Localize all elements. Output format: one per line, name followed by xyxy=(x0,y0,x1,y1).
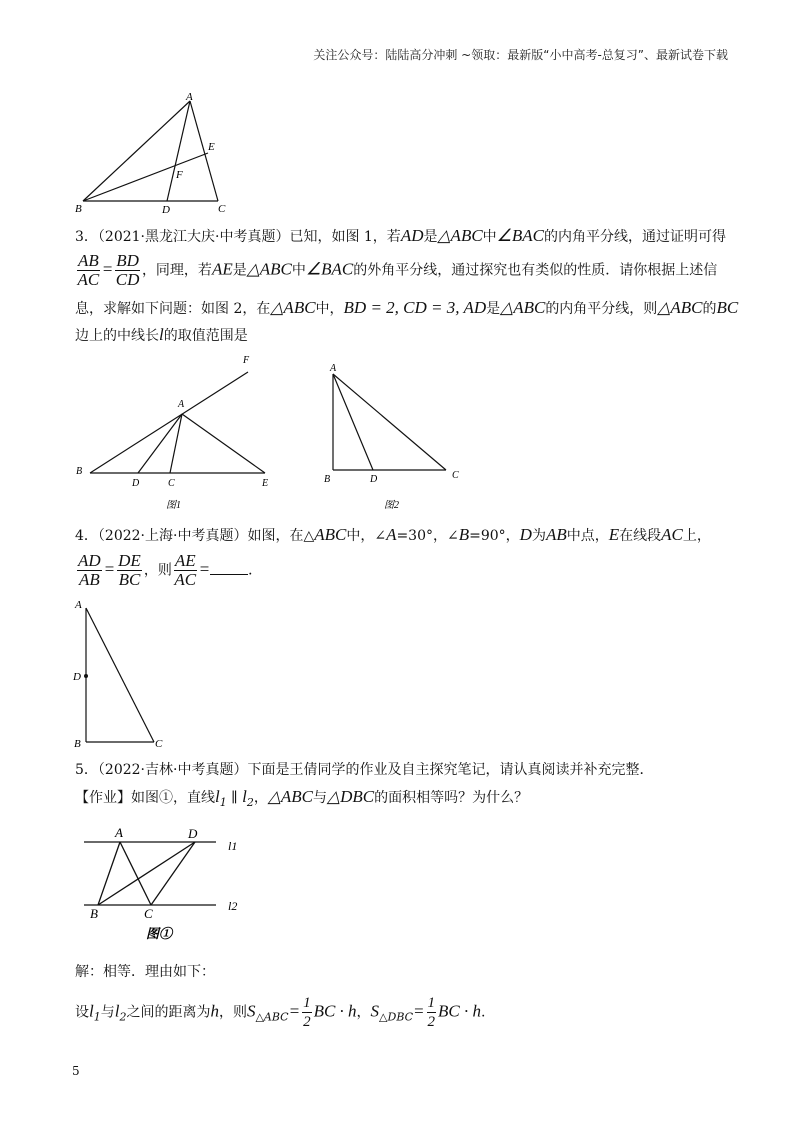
q5-distance: 设$l_1$与$l_2$之间的距离为h，则$S_{\triangle ABC}=$ $\frac{1}{2}$ BC · h，$S_{\triangle DBC}=$ $\frac{1}{2}$ BC · h. xyxy=(75,995,486,1030)
q3-line1: 3．（2021·黑龙江大庆·中考真题）已知，如图 1，若AD是△ABC中∠BAC的内角平分线，通过证明可得 xyxy=(75,226,727,245)
fraction-de-bc: $\frac{DE}{BC}$ xyxy=(118,551,141,589)
fig1-label-f: F xyxy=(243,355,250,366)
fraction-ae-ac: $\frac{AE}{AC}$ xyxy=(174,551,197,589)
q5-label-l1: l1 xyxy=(228,839,238,853)
fig1-label-d: D xyxy=(132,478,140,489)
fig2-caption: 图2 xyxy=(384,500,399,511)
figure-triangle-abc-top xyxy=(70,90,250,215)
figure-q5 xyxy=(78,822,253,947)
q3-line3: 息，求解如下问题：如图 2，在△ABC中，BD = 2, CD = 3, AD是△ABC的内角平分线，则△ABC的BC xyxy=(75,298,739,317)
page-number: 5 xyxy=(72,1064,80,1078)
fraction-half-2: $\frac{1}{2}$ xyxy=(427,995,436,1030)
fig2-label-c: C xyxy=(452,470,459,481)
fig1-label-a: A xyxy=(178,399,185,410)
q3-line4: 边上的中线长l的取值范围是 xyxy=(75,325,248,344)
q3-line2: $\frac{AB}{AC}$ = $\frac{BD}{CD}$ ，同理，若AE是△ABC中∠BAC的外角平分线，通过探究也有类似的性质．请你根据上述信 xyxy=(77,251,718,289)
q4-label-b: B xyxy=(74,738,81,750)
label-d: D xyxy=(162,204,170,215)
figure-2 xyxy=(318,360,468,520)
fig1-caption: 图1 xyxy=(166,500,181,511)
fig1-label-b: B xyxy=(76,466,83,477)
fraction-ab-ac: $\frac{AB}{AC}$ xyxy=(77,251,100,289)
fraction-half-1: $\frac{1}{2}$ xyxy=(303,995,311,1030)
q4-line1: 4．（2022·上海·中考真题）如图，在△ABC中，∠A=30°，∠B=90°，D为AB中点，E在线段AC上， xyxy=(75,525,711,544)
q5-label-c: C xyxy=(144,906,153,921)
q5-label-a: A xyxy=(115,825,123,840)
fig1-label-e: E xyxy=(262,478,269,489)
fig2-label-a: A xyxy=(330,363,337,374)
q5-label-d: D xyxy=(188,826,198,841)
label-c: C xyxy=(218,203,226,215)
figure-q4 xyxy=(70,596,180,756)
label-f: F xyxy=(176,169,183,181)
answer-blank xyxy=(210,562,248,575)
fig2-label-b: B xyxy=(324,474,331,485)
fraction-bd-cd: $\frac{BD}{CD}$ xyxy=(115,251,140,289)
q5-label-b: B xyxy=(90,906,98,921)
fig2-label-d: D xyxy=(370,474,378,485)
q5-label-l2: l2 xyxy=(228,899,238,913)
label-b: B xyxy=(75,203,82,215)
page-header: 关注公众号：陆陆高分冲刺 ~领取：最新版“小中高考-总复习”、最新试卷下载 xyxy=(313,48,728,62)
q5-solution: 解：相等．理由如下： xyxy=(75,964,215,980)
q4-line2: $\frac{AD}{AB}$ = $\frac{DE}{BC}$ ，则 $\frac{AE}{AC}$ = ． xyxy=(78,551,263,589)
label-a: A xyxy=(186,91,193,103)
figure-1 xyxy=(70,352,285,517)
q4-label-a: A xyxy=(75,599,82,611)
label-e: E xyxy=(208,141,215,153)
q4-label-c: C xyxy=(155,738,163,750)
q4-label-d: D xyxy=(73,671,81,683)
q5-line1: 5．（2022·吉林·中考真题）下面是王倩同学的作业及自主探究笔记，请认真阅读并补充完整． xyxy=(75,762,654,778)
q5-caption: 图① xyxy=(146,926,173,941)
fraction-ad-ab: $\frac{AD}{AB}$ xyxy=(78,551,101,589)
q5-homework: 【作业】如图①，直线$l_1$ ∥ $l_2$，△ABC与△DBC的面积相等吗？为什么？ xyxy=(75,787,529,809)
fig1-label-c: C xyxy=(168,478,175,489)
